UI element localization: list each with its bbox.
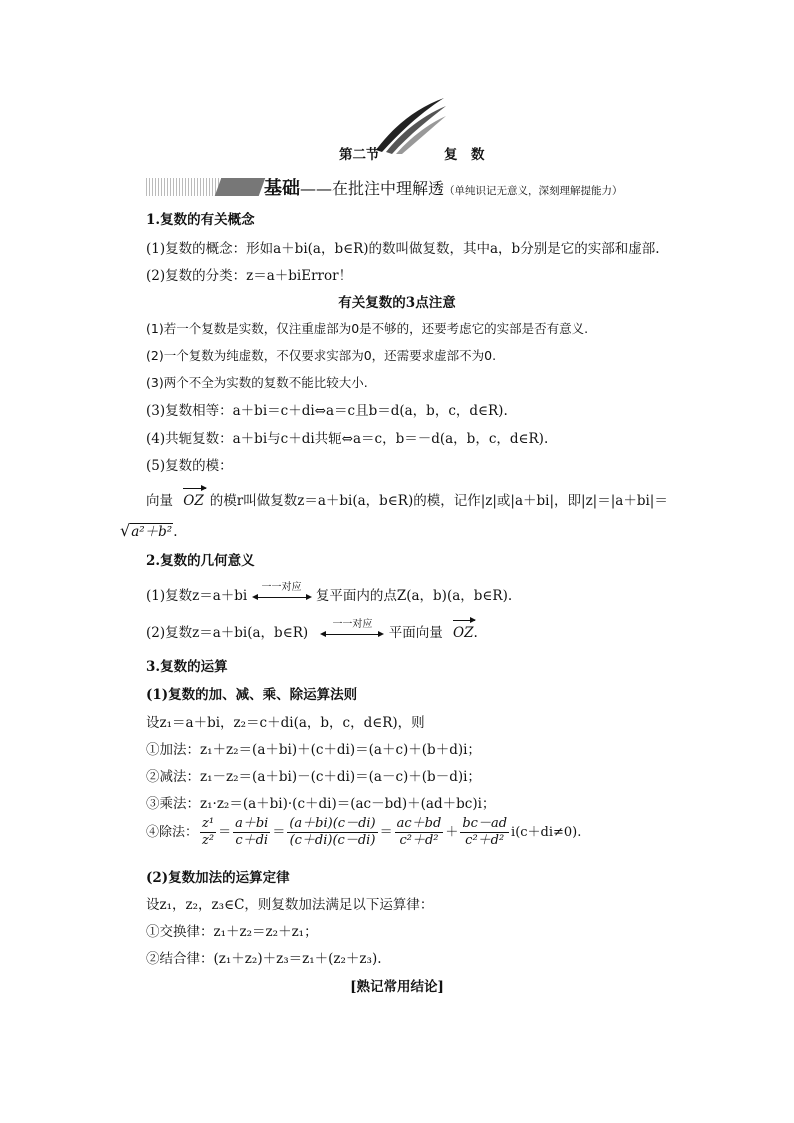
frac-z — [200, 816, 216, 849]
note-1: (1)若一个复数是实数，仅注重虚部为0是不够的，还要考虑它的实部是否有意义. — [146, 321, 589, 336]
section3-heading: 3.复数的运算 — [146, 659, 228, 675]
law-setup: 设z₁，z₂，z₃∈C，则复数加法满足以下运算律： — [146, 897, 434, 913]
banner-block — [215, 178, 266, 196]
sqrt-radicand: a²＋b² — [131, 524, 173, 540]
s3-setup: 设z₁＝a＋bi，z₂＝c＋di(a，b，c，d∈R)，则 — [146, 715, 425, 731]
s1-p4: (4)共轭复数：a＋bi与c＋di共轭⇔a＝c，b＝－d(a，b，c，d∈R). — [146, 431, 549, 447]
section1-heading: 1.复数的有关概念 — [146, 212, 255, 228]
frac-z-den: z² — [202, 833, 215, 848]
frac-conj-den: (c＋di)(c－di) — [289, 833, 376, 848]
one-to-one-arrow-2 — [320, 618, 384, 641]
banner-heading — [264, 174, 623, 200]
banner-subtitle: 在批注中理解透 — [332, 179, 445, 198]
frac-imag-num: bc－ad — [462, 816, 508, 831]
modulus-line — [146, 489, 668, 509]
rule-sub: ②减法：z₁－z₂＝(a＋bi)－(c＋di)＝(a－c)＋(b－d)i； — [146, 769, 481, 785]
s2-p2-period: . — [473, 625, 478, 641]
notes-title: 有关复数的3点注意 — [338, 295, 456, 311]
frac-real — [395, 816, 444, 849]
sqrt-sign: √ — [120, 521, 131, 540]
frac-imag-den: c²＋d² — [465, 833, 505, 848]
page-title: 复 数 — [444, 147, 485, 163]
s2-p1-right: 复平面内的点Z(a，b)(a，b∈R). — [315, 588, 513, 604]
banner-main: 基础 — [264, 178, 300, 199]
arrow-label-2: 一一对应 — [332, 618, 373, 630]
s2-p1 — [146, 581, 513, 604]
one-to-one-arrow-1 — [252, 581, 312, 604]
arrow-label-1: 一一对应 — [261, 581, 302, 593]
rule-add: ①加法：z₁＋z₂＝(a＋bi)＋(c＋di)＝(a＋c)＋(b＋d)i； — [146, 742, 481, 758]
frac-ab-den: c＋di — [235, 833, 269, 848]
rule-div: ④除法： $\frac{\text{z¹}}{\text{z²}}$ ＝ $\frac{a+bi}{c+di}$ ＝ $\frac{(a+bi)(c-di)}{(c+di)(c-di)}$ ＝ $\frac{ac+bd}{\text{c²＋d²}}$ ＋ $\frac{bc-ad}{\text{c²＋d²}}$ i(c＋di≠0). — [146, 816, 582, 848]
section2-heading: 2.复数的几何意义 — [146, 553, 255, 569]
note-2: (2)一个复数为纯虚数，不仅要求实部为0，还需要求虚部不为0. — [146, 348, 497, 363]
swoosh-logo-icon — [372, 96, 448, 154]
s1-p2: (2)复数的分类：z＝a＋biError！ — [146, 268, 353, 284]
s1-p5: (5)复数的模： — [146, 458, 233, 474]
mod-prefix: 向量 — [146, 493, 173, 509]
banner-note: （单纯识记无意义，深刻理解提能力） — [444, 185, 623, 197]
vector-oz: OZ — [183, 493, 204, 509]
frac-ab — [233, 816, 270, 849]
note-3: (3)两个不全为实数的复数不能比较大小. — [146, 375, 368, 390]
s3-sub1: (1)复数的加、减、乘、除运算法则 — [146, 687, 358, 703]
footer-heading: [熟记常用结论] — [350, 979, 444, 995]
s2-p2 — [146, 618, 478, 641]
s1-p1: (1)复数的概念：形如a＋bi(a，b∈R)的数叫做复数，其中a，b分别是它的实部和虚部. — [146, 241, 660, 257]
s2-p2-right: 平面向量 — [388, 625, 443, 641]
s2-p1-left: (1)复数z＝a＋bi — [146, 588, 248, 604]
modulus-sqrt — [120, 520, 178, 540]
frac-conj — [287, 816, 377, 849]
s2-p2-left: (2)复数z＝a＋bi(a，b∈R) — [146, 625, 309, 641]
frac-real-num: ac＋bd — [396, 816, 442, 831]
div-label: ④除法： — [146, 825, 199, 840]
section-label: 第二节 — [339, 147, 380, 163]
law-commutative: ①交换律：z₁＋z₂＝z₂＋z₁； — [146, 924, 318, 940]
frac-imag — [460, 816, 509, 849]
frac-conj-num: (a＋bi)(c－di) — [289, 816, 376, 831]
banner-dash: —— — [300, 179, 332, 198]
sqrt-period: . — [173, 524, 178, 540]
law-associative: ②结合律：(z₁＋z₂)＋z₃＝z₁＋(z₂＋z₃). — [146, 951, 382, 967]
frac-z-num: z¹ — [202, 816, 215, 831]
frac-real-den: c²＋d² — [399, 833, 439, 848]
s1-p3: (3)复数相等：a＋bi＝c＋di⇔a＝c且b＝d(a，b，c，d∈R). — [146, 403, 508, 419]
rule-mul: ③乘法：z₁·z₂＝(a＋bi)·(c＋di)＝(ac－bd)＋(ad＋bc)i； — [146, 796, 496, 812]
mod-body: 的模r叫做复数z＝a＋bi(a，b∈R)的模，记作|z|或|a＋bi|，即|z|＝|a＋bi|＝ — [209, 493, 668, 509]
div-tail: i(c＋di≠0). — [511, 825, 582, 840]
frac-ab-num: a＋bi — [235, 816, 269, 831]
s3-sub2: (2)复数加法的运算定律 — [146, 870, 290, 886]
vector-oz-2: OZ — [453, 625, 474, 641]
